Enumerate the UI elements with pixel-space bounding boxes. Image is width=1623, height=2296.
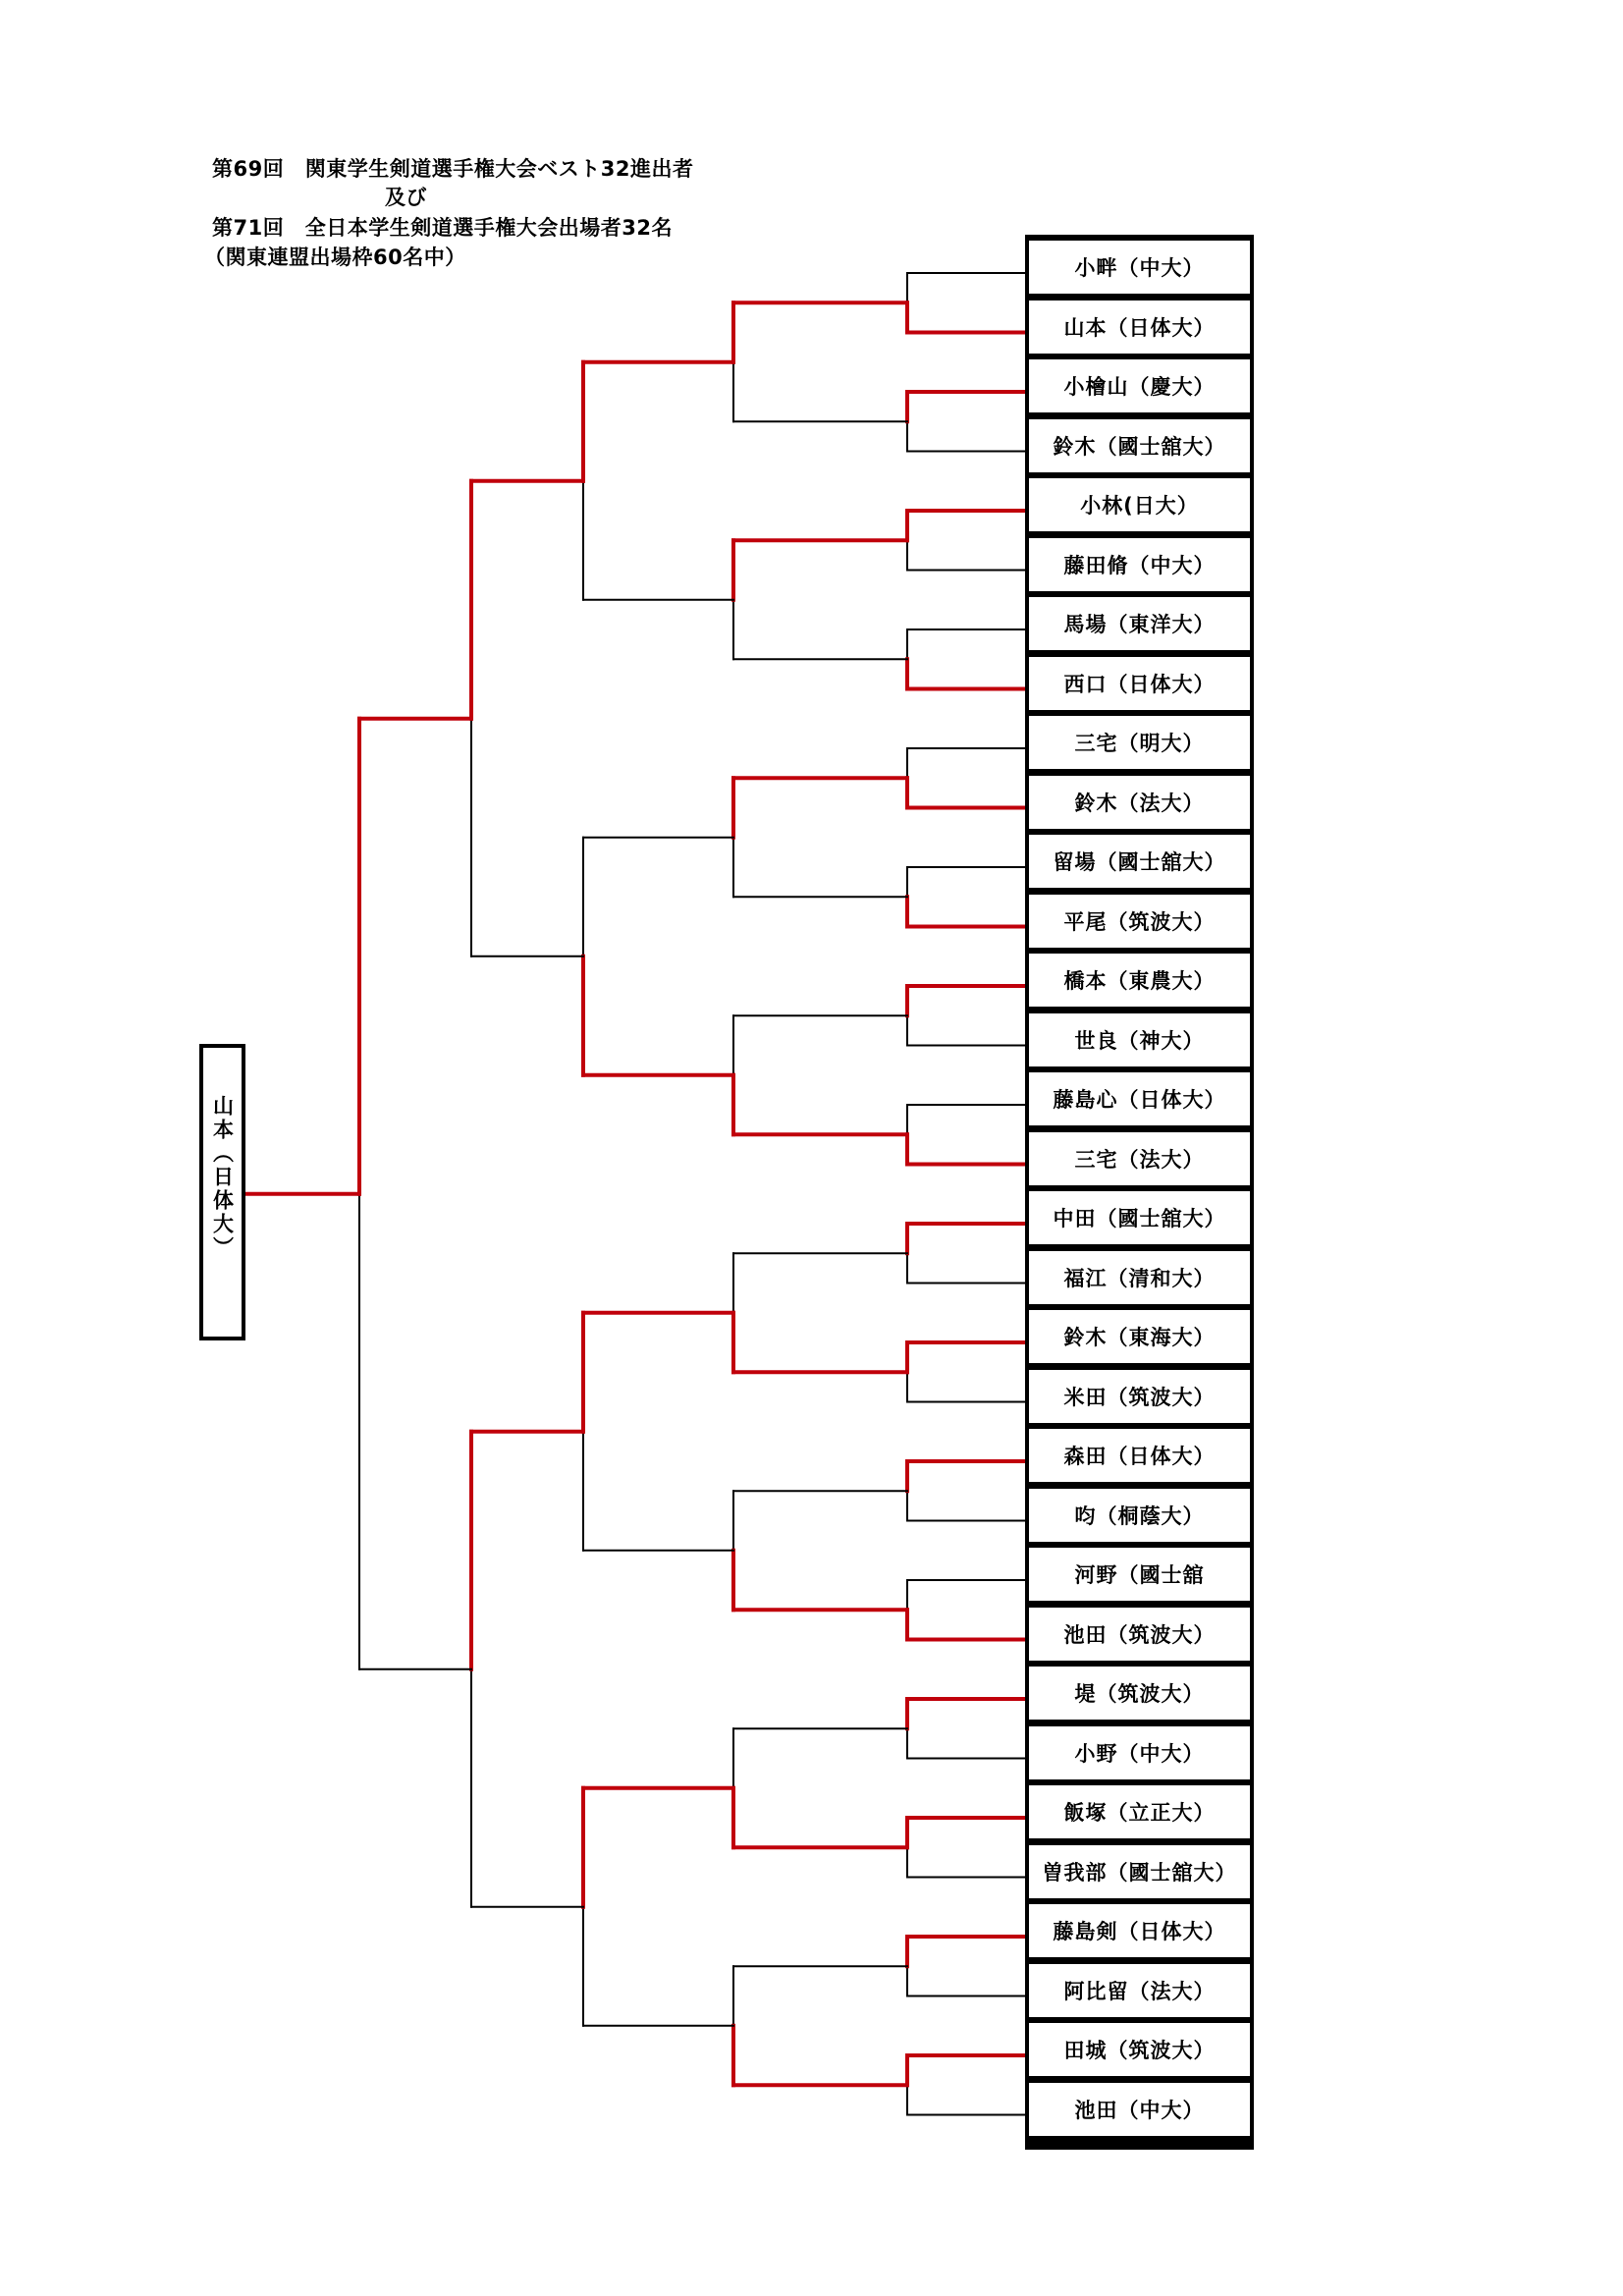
player-box: 藤島剣（日体大） bbox=[1029, 1904, 1250, 1957]
player-box: 鈴木（國士舘大） bbox=[1029, 419, 1250, 472]
player-box: 中田（國士舘大） bbox=[1029, 1191, 1250, 1244]
player-box: 藤田脩（中大） bbox=[1029, 538, 1250, 591]
player-box: 世良（神大） bbox=[1029, 1013, 1250, 1066]
player-box: 曽我部（國士舘大） bbox=[1029, 1845, 1250, 1898]
player-box: 阿比留（法大） bbox=[1029, 1964, 1250, 2017]
player-box: 鈴木（東海大） bbox=[1029, 1310, 1250, 1363]
title-line-3: 第71回 全日本学生剣道選手権大会出場者32名 bbox=[212, 216, 673, 240]
player-box: 池田（中大） bbox=[1029, 2083, 1250, 2136]
player-box: 田城（筑波大） bbox=[1029, 2023, 1250, 2076]
champion-name: 山本（日体大） bbox=[210, 1095, 235, 1260]
player-box: 池田（筑波大） bbox=[1029, 1608, 1250, 1661]
player-box: 西口（日体大） bbox=[1029, 657, 1250, 710]
champion-box bbox=[199, 1044, 245, 1340]
player-box: 河野（國士舘 bbox=[1029, 1548, 1250, 1601]
player-box: 小畔（中大） bbox=[1029, 241, 1250, 294]
player-box: 三宅（明大） bbox=[1029, 716, 1250, 769]
player-box: 鈴木（法大） bbox=[1029, 776, 1250, 829]
player-box: 小野（中大） bbox=[1029, 1726, 1250, 1779]
player-box: 呁（桐蔭大） bbox=[1029, 1489, 1250, 1542]
player-box: 馬場（東洋大） bbox=[1029, 597, 1250, 650]
player-box: 山本（日体大） bbox=[1029, 301, 1250, 354]
player-box: 小檜山（慶大） bbox=[1029, 359, 1250, 412]
player-box: 森田（日体大） bbox=[1029, 1429, 1250, 1482]
player-box: 堤（筑波大） bbox=[1029, 1667, 1250, 1720]
player-box: 飯塚（立正大） bbox=[1029, 1785, 1250, 1838]
player-box: 藤島心（日体大） bbox=[1029, 1072, 1250, 1125]
title-line-2: 及び bbox=[385, 186, 427, 209]
title-line-4: （関東連盟出場枠60名中） bbox=[204, 246, 466, 269]
player-box: 三宅（法大） bbox=[1029, 1132, 1250, 1185]
player-box: 留場（國士舘大） bbox=[1029, 835, 1250, 888]
player-box: 橋本（東農大） bbox=[1029, 954, 1250, 1007]
player-box: 平尾（筑波大） bbox=[1029, 895, 1250, 948]
player-box: 小林(日大） bbox=[1029, 478, 1250, 531]
player-box: 米田（筑波大） bbox=[1029, 1370, 1250, 1423]
title-line-1: 第69回 関東学生剣道選手権大会ベスト32進出者 bbox=[212, 157, 694, 181]
player-box: 福江（清和大） bbox=[1029, 1251, 1250, 1304]
player-list bbox=[1025, 235, 1254, 2150]
